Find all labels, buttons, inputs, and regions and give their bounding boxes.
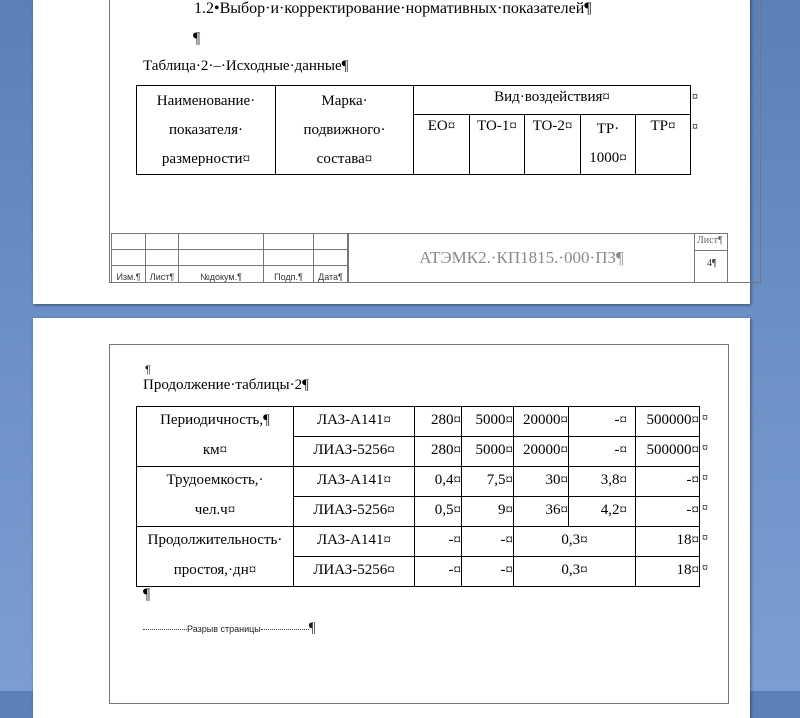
table2-row-end-mark: ¤ — [702, 440, 708, 454]
table-cell-eo[interactable]: 280¤ — [415, 407, 462, 437]
table1-header-tr[interactable]: ТР¤ — [636, 115, 691, 175]
table1-header-impact-type[interactable]: Вид·воздействия¤ — [414, 86, 691, 115]
table-cell-eo[interactable]: 0,4¤ — [415, 467, 462, 497]
table-cell-tr1000[interactable]: 3,8¤ — [569, 467, 636, 497]
table-cell-tr[interactable]: 18¤ — [636, 557, 700, 587]
table-cell-tr1000[interactable]: -¤ — [569, 407, 636, 437]
table-cell-to2-tr1000[interactable]: 0,3¤ — [514, 527, 636, 557]
table-cell-to1[interactable]: 7,5¤ — [462, 467, 514, 497]
table-cell-parameter[interactable]: км¤ — [137, 437, 294, 467]
table-row — [137, 467, 700, 497]
table1-header-to1[interactable]: ТО-1¤ — [470, 115, 525, 175]
table-cell-model[interactable]: ЛИАЗ-5256¤ — [294, 497, 415, 527]
table-cell-parameter[interactable]: чел.ч¤ — [137, 497, 294, 527]
table-row — [137, 407, 700, 437]
table2-row-end-mark: ¤ — [702, 500, 708, 514]
table-cell-to2[interactable]: 20000¤ — [514, 437, 569, 467]
table-cell-tr[interactable]: 500000¤ — [636, 407, 700, 437]
table-row — [137, 527, 700, 557]
table-cell-tr[interactable]: -¤ — [636, 467, 700, 497]
table-cell-to2[interactable]: 20000¤ — [514, 407, 569, 437]
empty-paragraph-mark[interactable]: ¶ — [145, 364, 151, 376]
table-cell-parameter[interactable]: Трудоемкость,· — [137, 467, 294, 497]
table-cell-model[interactable]: ЛАЗ-А141¤ — [294, 467, 415, 497]
title-block-grid — [111, 233, 348, 283]
table2-row-end-mark: ¤ — [702, 470, 708, 484]
table-row — [137, 497, 700, 527]
table-cell-parameter[interactable]: Периодичность,¶ — [137, 407, 294, 437]
table-cell-eo[interactable]: 0,5¤ — [415, 497, 462, 527]
table-cell-model[interactable]: ЛИАЗ-5256¤ — [294, 437, 415, 467]
table1-header-eo[interactable]: ЕО¤ — [414, 115, 470, 175]
table-cell-to2[interactable]: 36¤ — [514, 497, 569, 527]
stamp-sheet-box — [694, 233, 728, 283]
table-cell-to2-tr1000[interactable]: 0,3¤ — [514, 557, 636, 587]
table-cell-eo[interactable]: -¤ — [415, 557, 462, 587]
section-heading[interactable]: 1.2•Выбор·и·корректирование·нормативных·показателей¶ — [194, 0, 592, 17]
table1-header-parameter[interactable]: Наименование· показателя· размерности¤ — [137, 86, 276, 175]
table1-row-end-mark: ¤ — [692, 89, 698, 103]
table1-source-data — [136, 85, 691, 175]
empty-paragraph-mark[interactable]: ¶ — [193, 30, 201, 47]
table-cell-to2[interactable]: 30¤ — [514, 467, 569, 497]
stamp-label-signature: Подп.¶ — [264, 266, 314, 283]
stamp-label-sheet: Лист¶ — [146, 266, 179, 283]
table-cell-tr[interactable]: -¤ — [636, 497, 700, 527]
table-cell-parameter[interactable]: простоя,·дн¤ — [137, 557, 294, 587]
stamp-document-code[interactable]: АТЭМК2.·КП1815.·000·ПЗ¶ — [348, 233, 695, 283]
table1-header-to2[interactable]: ТО-2¤ — [525, 115, 581, 175]
stamp-label-change: Изм.¶ — [112, 266, 146, 283]
table-cell-model[interactable]: ЛИАЗ-5256¤ — [294, 557, 415, 587]
table-cell-to1[interactable]: 5000¤ — [462, 407, 514, 437]
stamp-sheet-label: Лист¶ — [697, 235, 723, 246]
page-break-label: Разрыв страницы — [187, 624, 261, 634]
table-row — [137, 557, 700, 587]
table-cell-to1[interactable]: -¤ — [462, 557, 514, 587]
table1-row-end-mark: ¤ — [692, 119, 698, 133]
table2-continuation — [136, 406, 700, 587]
table1-caption[interactable]: Таблица·2·–·Исходные·данные¶ — [143, 58, 349, 74]
stamp-sheet-number: 4¶ — [707, 258, 717, 269]
table-cell-model[interactable]: ЛАЗ-А141¤ — [294, 407, 415, 437]
table1-header-tr-1000[interactable]: ТР· 1000¤ — [581, 115, 636, 175]
page-break-marker[interactable]: Разрыв страницы ¶ — [143, 620, 316, 637]
table-cell-parameter[interactable]: Продолжительность· — [137, 527, 294, 557]
table-cell-to1[interactable]: -¤ — [462, 527, 514, 557]
stamp-label-date: Дата¶ — [314, 266, 348, 283]
table1-header-vehicle-model[interactable]: Марка· подвижного· состава¤ — [276, 86, 414, 175]
table-row — [137, 437, 700, 467]
table-cell-eo[interactable]: -¤ — [415, 527, 462, 557]
table2-row-end-mark: ¤ — [702, 560, 708, 574]
table-cell-to1[interactable]: 5000¤ — [462, 437, 514, 467]
stamp-label-doc-number: №докум.¶ — [179, 266, 264, 283]
table-cell-tr1000[interactable]: 4,2¤ — [569, 497, 636, 527]
table-cell-tr1000[interactable]: -¤ — [569, 437, 636, 467]
table-cell-to1[interactable]: 9¤ — [462, 497, 514, 527]
empty-paragraph-mark[interactable]: ¶ — [143, 586, 151, 603]
table2-row-end-mark: ¤ — [702, 410, 708, 424]
table-cell-tr[interactable]: 18¤ — [636, 527, 700, 557]
table-cell-tr[interactable]: 500000¤ — [636, 437, 700, 467]
table-cell-model[interactable]: ЛАЗ-А141¤ — [294, 527, 415, 557]
table2-caption[interactable]: Продолжение·таблицы·2¶ — [143, 377, 309, 393]
table-cell-eo[interactable]: 280¤ — [415, 437, 462, 467]
table2-row-end-mark: ¤ — [702, 530, 708, 544]
